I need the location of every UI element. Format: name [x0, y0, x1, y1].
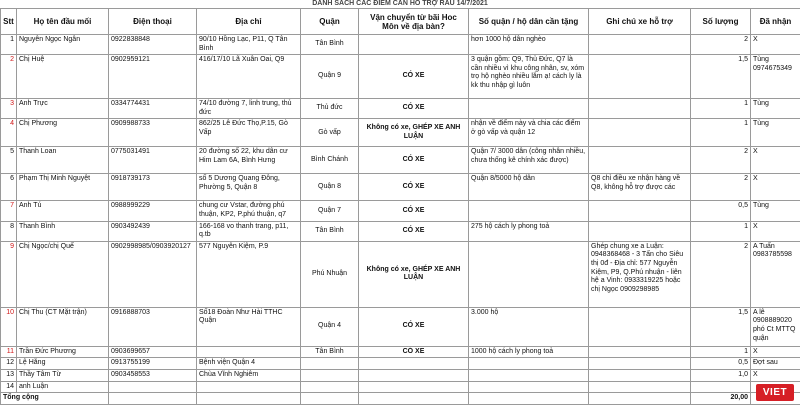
cell-households: 1000 hộ cách ly phong toả	[469, 346, 589, 358]
cell-phone: 0334774431	[109, 99, 197, 119]
cell-note	[589, 55, 691, 99]
cell-received: Tùng	[751, 201, 800, 221]
cell-phone: 0775031491	[109, 147, 197, 174]
cell-transport: Không có xe, GHÉP XE ANH LUẬN	[359, 119, 469, 147]
table-row	[1, 55, 800, 99]
cell-households: nhận về điểm này và chia các điểm ở gò vấp và quận 12	[469, 119, 589, 147]
cell-quantity	[691, 381, 751, 393]
cell-address: 577 Nguyễn Kiệm, P.9	[197, 241, 301, 307]
cell-stt: 11	[1, 346, 17, 358]
cell-name: Lệ Hằng	[17, 358, 109, 370]
cell-quantity: 2	[691, 147, 751, 174]
cell-district: Tân Bình	[301, 221, 359, 241]
cell-transport	[359, 35, 469, 55]
cell-quantity: 1	[691, 221, 751, 241]
cell-note	[589, 35, 691, 55]
cell-received: Tùng	[751, 99, 800, 119]
cell-transport: Không có xe, GHÉP XE ANH LUẬN	[359, 241, 469, 307]
cell-stt: 13	[1, 369, 17, 381]
header-row	[1, 9, 800, 35]
cell-households: 3 quận gồm: Q9, Thủ Đức, Q7 là cần nhiều vì khu công nhân, sv, xóm trọ hộ nghèo nhiều lắm ạ! cách ly là kk thu nhập gì luôn	[469, 55, 589, 99]
cell-note	[589, 358, 691, 370]
header-received: Đã nhận	[751, 9, 800, 35]
header-district: Quận	[301, 9, 359, 35]
cell-stt: 14	[1, 381, 17, 393]
cell-households: 275 hộ cách ly phong toả	[469, 221, 589, 241]
cell-households	[469, 369, 589, 381]
cell-address: chung cư Vstar, đường phú thuận, KP2, P.phú thuận, q7	[197, 201, 301, 221]
cell-district: Quận 9	[301, 55, 359, 99]
cell-received: Tùng 0974675349	[751, 55, 800, 99]
cell-received: X	[751, 35, 800, 55]
cell-phone: 0913755199	[109, 358, 197, 370]
cell-households: Quận 8/5000 hộ dân	[469, 174, 589, 201]
cell-name: anh Luận	[17, 381, 109, 393]
cell-stt: 1	[1, 35, 17, 55]
cell-phone: 0903492439	[109, 221, 197, 241]
cell-transport: CÓ XE	[359, 307, 469, 346]
cell-name: Thanh Bình	[17, 221, 109, 241]
cell-stt: 4	[1, 119, 17, 147]
cell-district: Quận 4	[301, 307, 359, 346]
cell-phone: 0918739173	[109, 174, 197, 201]
cell-note	[589, 381, 691, 393]
cell-name: Trần Đức Phương	[17, 346, 109, 358]
cell-district	[301, 369, 359, 381]
cell-note	[589, 119, 691, 147]
header-transport: Vận chuyển từ bãi Hoc Môn về địa bàn?	[359, 9, 469, 35]
cell-name: Thanh Loan	[17, 147, 109, 174]
cell-note	[589, 147, 691, 174]
cell-address: 166-168 vo thanh trang, p11, q.tb	[197, 221, 301, 241]
cell-received: X	[751, 147, 800, 174]
cell-name: Phạm Thị Minh Nguyệt	[17, 174, 109, 201]
cell-note	[589, 369, 691, 381]
cell-district	[301, 358, 359, 370]
cell-address: Bệnh viện Quận 4	[197, 358, 301, 370]
table-row	[1, 174, 800, 201]
table-row	[1, 147, 800, 174]
table-row	[1, 381, 800, 393]
cell-stt: 10	[1, 307, 17, 346]
cell-quantity: 1	[691, 99, 751, 119]
cell-address	[197, 381, 301, 393]
cell-households	[469, 201, 589, 221]
cell-stt: 6	[1, 174, 17, 201]
cell-address: 416/17/10 Lã Xuân Oai, Q9	[197, 55, 301, 99]
cell-district	[301, 381, 359, 393]
cell-district: Phú Nhuận	[301, 241, 359, 307]
cell-phone	[109, 381, 197, 393]
cell-received: A lễ 0908889020 phó Ct MTTQ quận	[751, 307, 800, 346]
cell-received: X	[751, 346, 800, 358]
cell-transport	[359, 381, 469, 393]
cell-district: Bình Chánh	[301, 147, 359, 174]
viet-watermark-logo: VIET	[756, 384, 794, 401]
cell-name: Anh Tú	[17, 201, 109, 221]
cell-transport: CÓ XE	[359, 147, 469, 174]
cell-transport: CÓ XE	[359, 221, 469, 241]
data-table	[0, 8, 800, 405]
table-row	[1, 241, 800, 307]
cell-received: Tùng	[751, 119, 800, 147]
table-row	[1, 346, 800, 358]
cell-name: Chị Ngọc/chị Quế	[17, 241, 109, 307]
cell-received: X	[751, 369, 800, 381]
cell-households: hơn 1000 hộ dân nghèo	[469, 35, 589, 55]
cell-address: số 5 Dương Quang Đông, Phường 5, Quận 8	[197, 174, 301, 201]
cell-name: Anh Trực	[17, 99, 109, 119]
cell-households: Quận 7/ 3000 dân (công nhân nhiều, chưa thống kê chính xác được)	[469, 147, 589, 174]
total-label: Tổng cộng	[1, 393, 109, 405]
cell-phone: 0902998985/0903920127	[109, 241, 197, 307]
cell-stt: 8	[1, 221, 17, 241]
cell-stt: 12	[1, 358, 17, 370]
cell-phone: 0903458553	[109, 369, 197, 381]
table-row	[1, 307, 800, 346]
cell-households	[469, 99, 589, 119]
table-row	[1, 358, 800, 370]
cell-district: Gò vấp	[301, 119, 359, 147]
cell-quantity: 1,5	[691, 307, 751, 346]
table-row	[1, 119, 800, 147]
cell-address: 862/25 Lê Đức Thọ,P.15, Gò Vấp	[197, 119, 301, 147]
cell-transport: CÓ XE	[359, 174, 469, 201]
cell-stt: 3	[1, 99, 17, 119]
cell-quantity: 2	[691, 35, 751, 55]
cell-households	[469, 241, 589, 307]
cell-households: 3.000 hộ	[469, 307, 589, 346]
cell-name: Chị Thu (CT Mặt trận)	[17, 307, 109, 346]
cell-district: Tân Bình	[301, 35, 359, 55]
cell-phone: 0988999229	[109, 201, 197, 221]
cell-phone: 0916888703	[109, 307, 197, 346]
cell-received: X	[751, 174, 800, 201]
cell-phone: 0903699657	[109, 346, 197, 358]
cell-quantity: 0,5	[691, 201, 751, 221]
cell-quantity: 1	[691, 346, 751, 358]
cell-quantity: 2	[691, 174, 751, 201]
cell-phone: 0922838848	[109, 35, 197, 55]
cell-households	[469, 358, 589, 370]
cell-phone: 0909988733	[109, 119, 197, 147]
cell-note	[589, 346, 691, 358]
cell-name: Chị Phương	[17, 119, 109, 147]
table-row	[1, 221, 800, 241]
cell-transport: CÓ XE	[359, 346, 469, 358]
cell-address: Số18 Đoàn Như Hài TTHC Quận	[197, 307, 301, 346]
cell-phone: 0902959121	[109, 55, 197, 99]
cell-transport: CÓ XE	[359, 201, 469, 221]
header-address: Địa chỉ	[197, 9, 301, 35]
header-quantity: Số lượng	[691, 9, 751, 35]
cell-note: Ghép chung xe a Luận: 0948368468 - 3 Tấn cho Siêu thị 0đ - Địa chỉ: 577 Nguyễn Kiệm, P9, Q.Phú nhuận - liên hệ a Vinh: 0933319225 hoặc chị Ngọc 0909298985	[589, 241, 691, 307]
cell-address: 90/10 Hồng Lạc, P11, Q Tân Bình	[197, 35, 301, 55]
cell-quantity: 0,5	[691, 358, 751, 370]
sheet-title: DANH SÁCH CÁC ĐIỂM CẦN HỖ TRỢ RAU 14/7/2021	[0, 0, 800, 8]
header-stt: Stt	[1, 9, 17, 35]
cell-transport	[359, 358, 469, 370]
cell-note	[589, 201, 691, 221]
cell-transport	[359, 369, 469, 381]
cell-received: A Tuấn 0983785598	[751, 241, 800, 307]
header-phone: Điện thoại	[109, 9, 197, 35]
cell-note	[589, 307, 691, 346]
cell-stt: 2	[1, 55, 17, 99]
cell-received: X	[751, 221, 800, 241]
cell-address: Chùa Vĩnh Nghiêm	[197, 369, 301, 381]
cell-address: 20 đường số 22, khu dân cư Him Lam 6A, Bình Hưng	[197, 147, 301, 174]
cell-name: Thầy Tâm Từ	[17, 369, 109, 381]
table-row	[1, 201, 800, 221]
cell-stt: 9	[1, 241, 17, 307]
cell-district: Quận 7	[301, 201, 359, 221]
cell-address: 74/10 đường 7, linh trung, thủ đức	[197, 99, 301, 119]
table-row	[1, 369, 800, 381]
cell-district: Tân Bình	[301, 346, 359, 358]
cell-quantity: 1,0	[691, 369, 751, 381]
cell-quantity: 1	[691, 119, 751, 147]
cell-name: Nguyễn Ngọc Ngân	[17, 35, 109, 55]
cell-address	[197, 346, 301, 358]
cell-note: Q8 chỉ điều xe nhận hàng về Q8, không hỗ trợ được các	[589, 174, 691, 201]
header-households: Số quận / hộ dân cần tặng	[469, 9, 589, 35]
cell-transport: CÓ XE	[359, 99, 469, 119]
cell-name: Chị Huệ	[17, 55, 109, 99]
cell-quantity: 1,5	[691, 55, 751, 99]
cell-received: Đợt sau	[751, 358, 800, 370]
table-row	[1, 35, 800, 55]
header-name: Họ tên đầu mối	[17, 9, 109, 35]
header-note: Ghi chú xe hỗ trợ	[589, 9, 691, 35]
cell-stt: 5	[1, 147, 17, 174]
cell-stt: 7	[1, 201, 17, 221]
table-row	[1, 99, 800, 119]
total-value: 20,00	[691, 393, 751, 405]
cell-transport: CÓ XE	[359, 55, 469, 99]
cell-district: Quận 8	[301, 174, 359, 201]
cell-note	[589, 99, 691, 119]
total-row	[1, 393, 800, 405]
cell-note	[589, 221, 691, 241]
cell-households	[469, 381, 589, 393]
cell-quantity: 2	[691, 241, 751, 307]
cell-district: Thủ đức	[301, 99, 359, 119]
